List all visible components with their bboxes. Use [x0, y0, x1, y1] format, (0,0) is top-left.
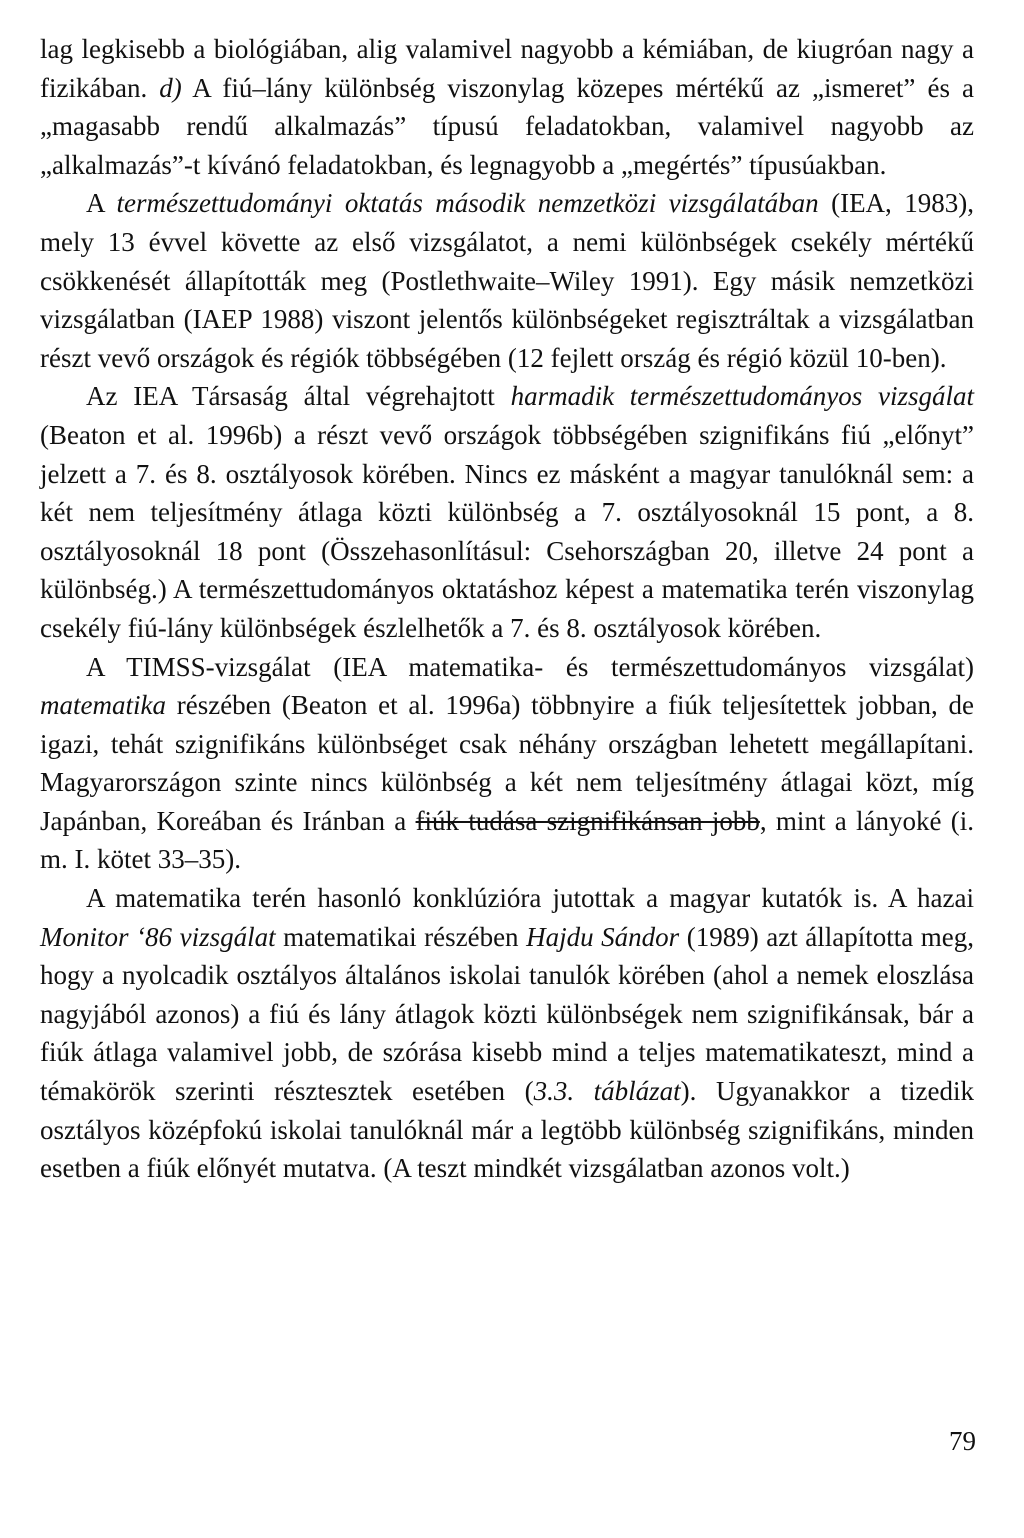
italic-text: Hajdu Sándor [526, 921, 680, 952]
paragraph [40, 184, 974, 377]
body-text: , mint a lányoké (i. m. I. kötet 33–35). [40, 805, 975, 875]
paragraph [40, 879, 974, 1188]
body-text: részében (Beaton et al. 1996a) többnyire a fiúk teljesítettek jobban, de igazi, tehát szignifikáns különbséget csak néhány országban lehetett megállapítani. Magyarországon szinte nincs különbség a két nem teljesítmény átlagai közt, míg Japánban, Koreában és Iránban a [40, 690, 974, 836]
body-text: (Beaton et al. 1996b) a részt vevő országok többségében szignifikáns fiú „előnyt” jelzett a 7. és 8. osztályosok körében. Nincs ez másként a magyar tanulóknál sem: a két nem teljesítmény átlaga közti különbség a 7. osztályosoknál 15 pont, a 8. osztályosoknál 18 pont (Összehasonlításul: Csehországban 20, illetve 24 pont a különbség.) A természettudományos oktatáshoz képest a matematika terén viszonylag csekély fiú-lány különbségek észlelhetők a 7. és 8. osztályosok körében. [40, 419, 974, 643]
body-text: lag legkisebb a biológiában, alig valamivel nagyobb a kémiában, de kiugróan nagy a fizikában. [40, 34, 974, 103]
italic-text: d) [159, 72, 182, 103]
body-text: A fiú–lány különbség viszonylag közepes mértékű az „ismeret” és a „magasabb rendű alkalmazás” típusú feladatokban, valamivel nagyobb az „alkalmazás”-t kívánó feladatokban, és legnagyobb a „megértés” típusúakban. [40, 72, 974, 180]
italic-text: harmadik természettudományos vizsgálat [510, 381, 975, 412]
paragraph [40, 377, 974, 647]
paragraph [40, 648, 974, 880]
page-body [40, 30, 974, 1188]
paragraph [40, 30, 974, 184]
body-text: (IEA, 1983), mely 13 évvel követte az első vizsgálatot, a nemi különbségek csekély mértékű csökkenését állapították meg (Postlethwaite–Wiley 1991). Egy másik nemzetközi vizsgálatban (IAEP 1988) viszont jelentős különbségeket regisztráltak a vizsgálatban részt vevő országok és régiók többségében (12 fejlett ország és régió közül 10-ben). [40, 188, 974, 373]
body-text: Az IEA Társaság által végrehajtott [86, 381, 511, 412]
struck-through-text: fiúk tudása szignifikánsan jobb [415, 805, 760, 836]
body-text: A [86, 188, 117, 219]
italic-text: 3.3. táblázat [533, 1076, 681, 1107]
page-number: 79 [949, 1426, 976, 1456]
body-text: (1989) azt állapította meg, hogy a nyolcadik osztályos általános iskolai tanulók körében (ahol a nemek eloszlása nagyjából azonos) a fiú és lány átlagok közti különbségek nem szignifikánsak, bár a fiúk átlaga valamivel jobb, de szórása kisebb mind a teljes matematikateszt, mind a témakörök szerinti résztesztek esetében ( [40, 921, 974, 1107]
body-text: ). Ugyanakkor a tizedik osztályos középfokú iskolai tanulóknál már a legtöbb különbség szignifikáns, minden esetben a fiúk előnyét mutatva. (A teszt mindkét vizsgálatban azonos volt.) [40, 1076, 974, 1184]
body-text: A TIMSS-vizsgálat (IEA matematika- és természettudományos vizsgálat) [86, 651, 974, 682]
italic-text: matematika [40, 690, 166, 721]
body-text: matematikai részében [275, 921, 527, 952]
body-text: A matematika terén hasonló konklúzióra jutottak a magyar kutatók is. A hazai [86, 883, 974, 914]
italic-text: természettudományi oktatás második nemzetközi vizsgálatában [116, 188, 819, 219]
italic-text: Monitor ‘86 vizsgálat [40, 921, 276, 952]
